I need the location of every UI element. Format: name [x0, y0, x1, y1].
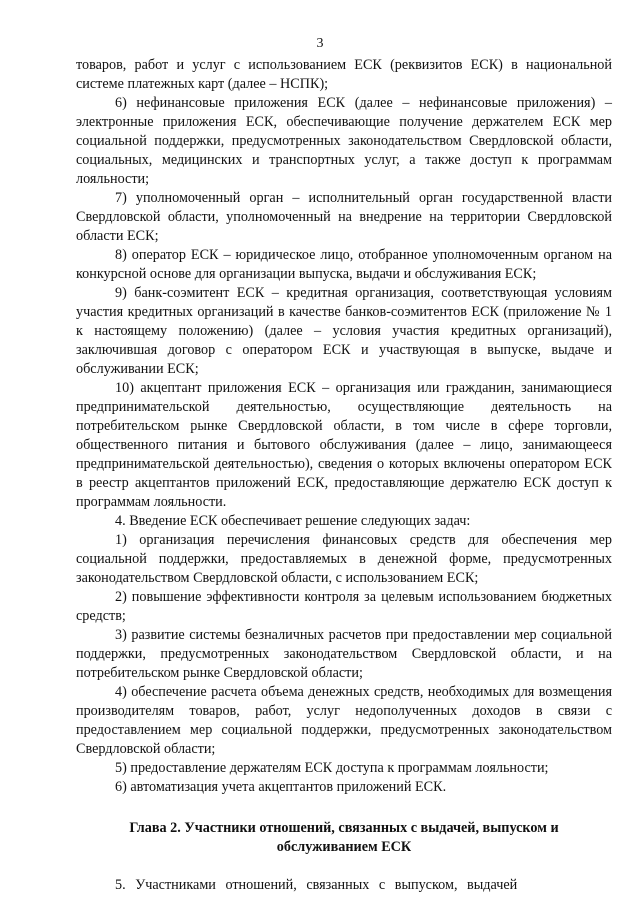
- paragraph-item-7: 7) уполномоченный орган – исполнительный орган государственной власти Свердловской области, уполномоченный на внедрение на территории Свердловской области ЕСК;: [76, 190, 612, 244]
- paragraph-item-6: 6) нефинансовые приложения ЕСК (далее – нефинансовые приложения) – электронные приложения ЕСК, обеспечивающие получение держателем ЕСК мер социальной поддержки, предусмотренных законодательством Свердловской области, социальных, медицинских и транспортных услуг, а также доступ к программам лояльности;: [76, 95, 612, 187]
- paragraph-nspk: товаров, работ и услуг с использованием ЕСК (реквизитов ЕСК) в национальной системе платежных карт (далее – НСПК);: [76, 57, 612, 92]
- paragraph-clause-4: 4. Введение ЕСК обеспечивает решение следующих задач:: [115, 513, 471, 529]
- paragraph-item-8: 8) оператор ЕСК – юридическое лицо, отобранное уполномоченным органом на конкурсной основе для организации выпуска, выдачи и обслуживания ЕСК;: [76, 247, 612, 282]
- page-number: 3: [316, 36, 324, 51]
- task-item-4: 4) обеспечение расчета объема денежных средств, необходимых для возмещения производителям товаров, работ, услуг недополученных доходов в связи с предоставлением мер социальной поддержки, предусмотренных законодательством Свердловской области;: [76, 684, 612, 757]
- task-item-1: 1) организация перечисления финансовых средств для обеспечения мер социальной поддержки, предоставляемых в денежной форме, предусмотренных законодательством Свердловской области, с использованием ЕСК;: [76, 532, 612, 586]
- paragraph-item-10: 10) акцептант приложения ЕСК – организация или гражданин, занимающиеся предпринимательской деятельностью, осуществляющие деятельность на потребительском рынке Свердловской области, в том числе в сфере торговли, общественного питания и бытового обслуживания (далее – лицо, занимающееся предпринимательской деятельностью), сведения о которых включены оператором ЕСК в реестр акцептантов приложений ЕСК, предоставляющие держателю ЕСК доступ к программам лояльности.: [76, 380, 612, 510]
- task-item-3: 3) развитие системы безналичных расчетов при предоставлении мер социальной поддержки, предусмотренных законодательством Свердловской области, и на потребительском рынке Свердловской области;: [76, 627, 612, 681]
- task-item-2: 2) повышение эффективности контроля за целевым использованием бюджетных средств;: [76, 589, 612, 624]
- task-item-5: 5) предоставление держателям ЕСК доступа к программам лояльности;: [115, 760, 549, 776]
- chapter-heading: Глава 2. Участники отношений, связанных с выдачей, выпуском и обслуживанием ЕСК: [129, 820, 559, 855]
- paragraph-clause-5: 5. Участниками отношений, связанных с выпуском, выдачей: [115, 877, 518, 893]
- paragraph-item-9: 9) банк-соэмитент ЕСК – кредитная организация, соответствующая условиям участия кредитных организаций в качестве банков-соэмитентов ЕСК (приложение № 1 к настоящему положению) (далее – условия участия кредитных организаций), заключившая договор с оператором ЕСК и участвующая в выпуске, выдаче и обслуживании ЕСК;: [76, 285, 612, 377]
- document-body: [76, 56, 612, 895]
- task-item-6: 6) автоматизация учета акцептантов приложений ЕСК.: [115, 779, 447, 795]
